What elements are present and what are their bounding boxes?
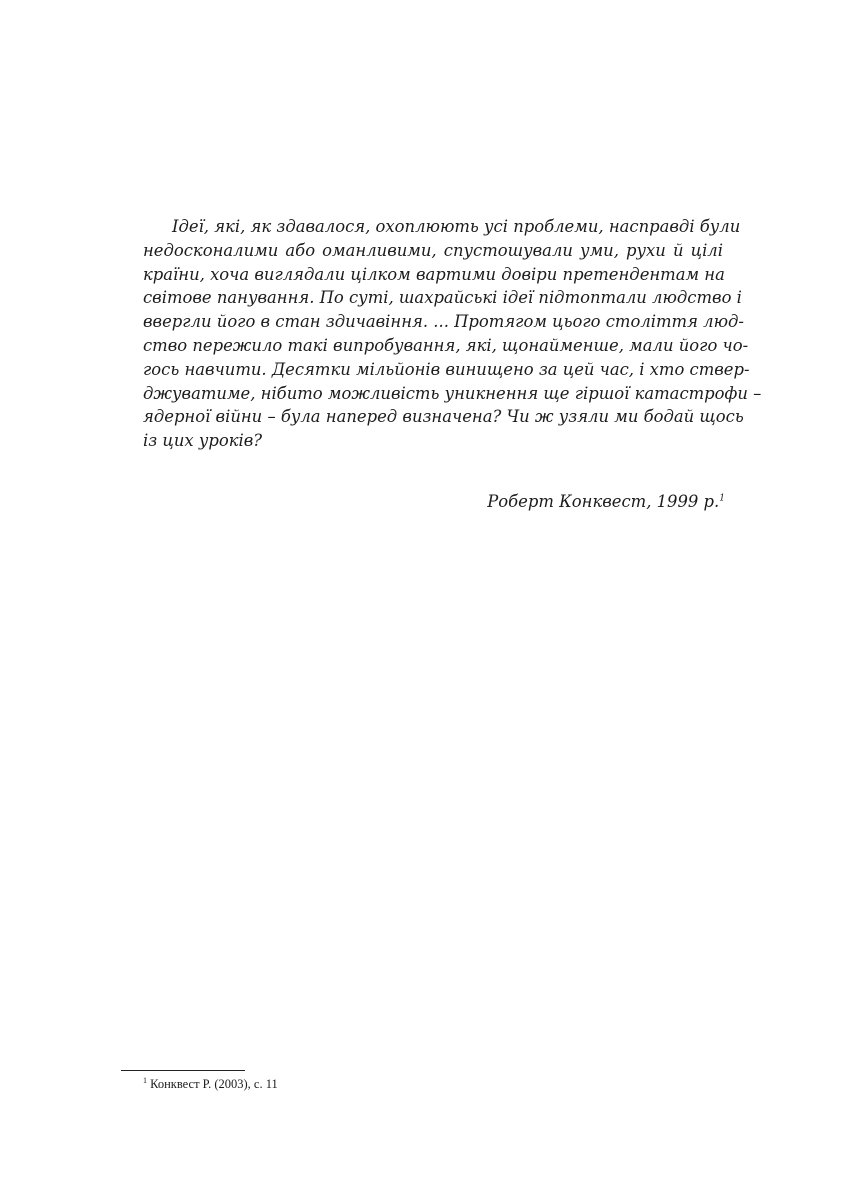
quote-line-6: ство пережило такі випробування, які, щонайменше, мали його чо- xyxy=(143,335,749,355)
footnote xyxy=(143,1075,278,1093)
quote-line-4: світове панування. По суті, шахрайські ідеї підтоптали людство і xyxy=(143,288,742,308)
quote-line-5: ввергли його в стан здичавіння. ... Протягом цього століття люд- xyxy=(143,312,744,332)
attribution-text: Роберт Конквест, 1999 р. xyxy=(487,492,720,511)
footnote-reference[interactable]: 1 xyxy=(719,493,725,504)
footnote-separator xyxy=(121,1070,245,1071)
quote-line-7: гось навчити. Десятки мільйонів винищено за цей час, і хто ствер- xyxy=(143,359,750,379)
quote-line-10: із цих уроків? xyxy=(143,431,263,451)
quote-line-1: Ідеї, які, як здавалося, охоплюють усі проблеми, насправді були xyxy=(172,217,741,236)
quote-line-8: джуватиме, нібито можливість уникнення ще гіршої катастрофи – xyxy=(143,383,762,403)
footnote-text: Конквест Р. (2003), с. 11 xyxy=(150,1077,278,1091)
quote-line-9: ядерної війни – була наперед визначена? Чи ж узяли ми бодай щось xyxy=(143,407,744,427)
quote-line-2: недосконалими або оманливими, спустошували уми, рухи й цілі xyxy=(143,240,723,260)
epigraph-attribution xyxy=(487,491,725,513)
epigraph-quote xyxy=(143,215,762,453)
footnote-marker: 1 xyxy=(143,1075,147,1085)
quote-line-3: країни, хоча виглядали цілком вартими довіри претендентам на xyxy=(143,264,725,284)
